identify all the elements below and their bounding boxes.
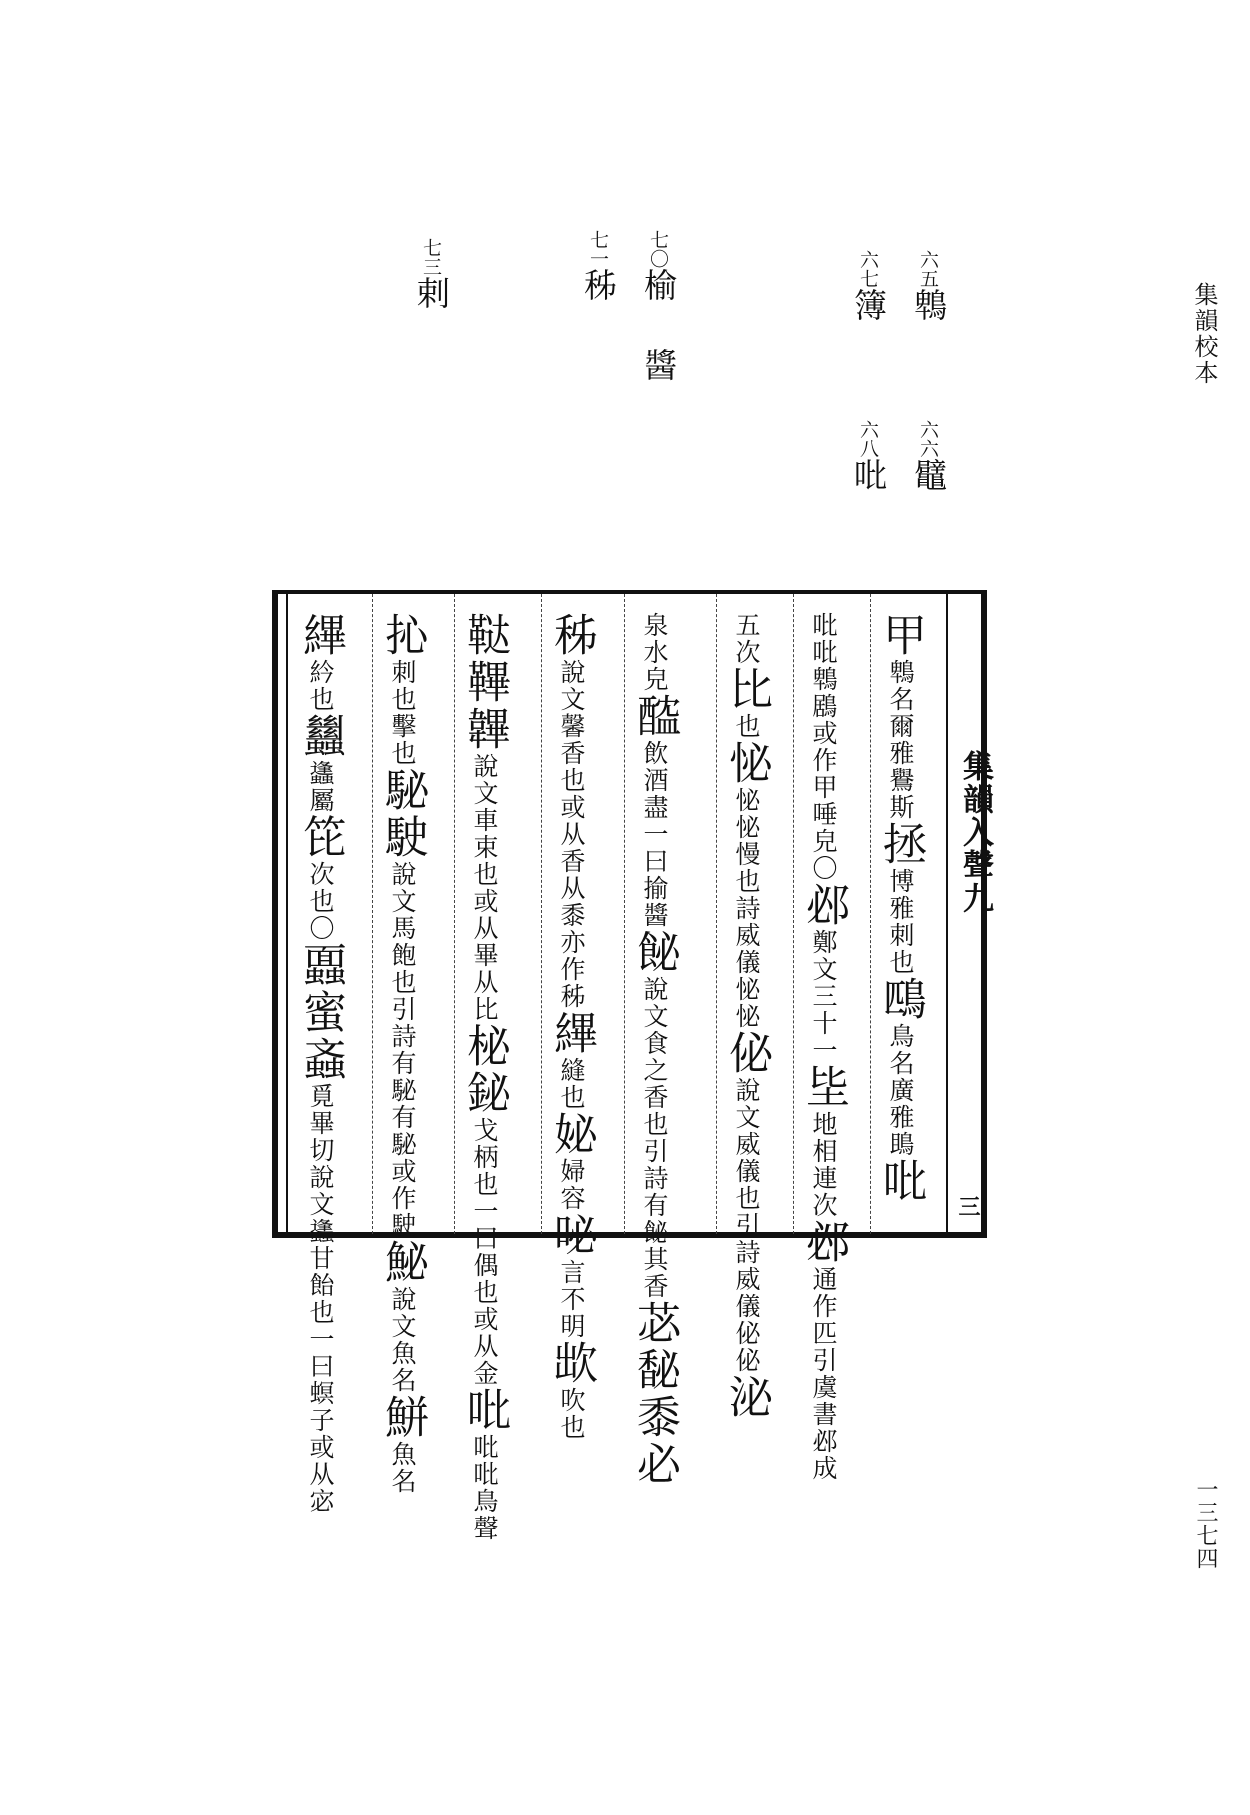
head-character: 縪 (546, 1010, 597, 1057)
page-number: 一三七四 (1193, 1478, 1218, 1570)
annotation-text: 說文車束也或从畢从比 (470, 753, 499, 1023)
head-character: 吡 (875, 1158, 926, 1205)
annotation-text: 博雅刺也 (886, 868, 915, 976)
text-column-3 (721, 612, 772, 1421)
note-number: 六八 (857, 420, 879, 458)
annotation-text: 地相連次 (809, 1111, 838, 1219)
annotation-text: 飲酒盡一曰揄醬 (640, 740, 669, 929)
column-rule (454, 594, 455, 1234)
head-character: 佖 (721, 1030, 772, 1077)
annotation-text: 鄭文三十一 (809, 929, 838, 1064)
head-character: 駜 (377, 767, 428, 814)
note-73 (408, 238, 455, 313)
note-text: 簿 (849, 288, 888, 325)
head-character: 鴄 (875, 976, 926, 1023)
note-text: 鼊 (909, 458, 948, 495)
note-67 (845, 250, 892, 325)
annotation-text: 鳥名廣雅鴡 (886, 1023, 915, 1158)
note-71 (575, 230, 622, 305)
annotation-text: 五次 (732, 612, 761, 666)
head-character: 笓 (295, 814, 346, 861)
head-character: 飶 (629, 929, 680, 976)
note-text: 榆 醬 (639, 268, 678, 385)
annotation-text: 戈柄也一曰偶也或从金 (470, 1117, 499, 1387)
annotation-text: 也 (732, 713, 761, 740)
head-character: 螡 (295, 1036, 346, 1083)
annotation-text: 吹也 (557, 1387, 586, 1441)
column-rule (716, 594, 717, 1234)
banner-folio: 三 (955, 1195, 981, 1217)
head-character: 苾 (629, 1300, 680, 1347)
annotation-text: 怭怭慢也詩威儀怭怭 (732, 787, 761, 1030)
column-rule (372, 594, 373, 1234)
running-title: 集韻校本 (1190, 282, 1218, 386)
note-number: 六七 (857, 250, 879, 288)
annotation-text: 魚名 (388, 1441, 417, 1495)
head-character: 鞸 (459, 659, 510, 706)
annotation-text: 說文威儀也引詩威儀佖佖 (732, 1077, 761, 1374)
annotation-text: 刺也擊也 (388, 659, 417, 767)
annotation-text: 次也〇 (306, 861, 335, 942)
note-70 (635, 230, 682, 385)
note-number: 六六 (917, 420, 939, 458)
text-column-7 (377, 612, 428, 1495)
column-rule (870, 594, 871, 1234)
note-text: 吡 (849, 458, 888, 495)
annotation-text: 泉水皃 (640, 612, 669, 693)
note-number: 七三 (420, 238, 442, 276)
head-character: 欪 (546, 1340, 597, 1387)
head-character: 蠿 (295, 713, 346, 760)
head-character: 邲 (798, 882, 849, 929)
annotation-text: 紟也 (306, 659, 335, 713)
annotation-text: 覓畢切說文蠭甘飴也一曰螟子或从宓 (306, 1083, 335, 1515)
note-text: 剌 (412, 276, 451, 313)
head-character: 甲 (875, 612, 926, 659)
note-text: 秭 (579, 268, 618, 305)
head-character: 鞑 (459, 612, 510, 659)
head-character: 韠 (459, 706, 510, 753)
annotation-text: 通作匹引虞書邲成 (809, 1266, 838, 1482)
annotation-text: 說文馬飽也引詩有駜有駜或作駛 (388, 861, 417, 1239)
head-character: 駛 (377, 814, 428, 861)
head-character: 拯 (875, 821, 926, 868)
head-character: 泌 (721, 1374, 772, 1421)
note-68 (845, 420, 892, 495)
head-character: 鉍 (459, 1070, 510, 1117)
column-rule (624, 594, 625, 1234)
head-character: 怭 (721, 740, 772, 787)
head-character: 馝 (629, 1347, 680, 1394)
note-66 (905, 420, 952, 495)
head-character: 黍必 (629, 1394, 680, 1488)
head-character: 妼 (546, 1111, 597, 1158)
annotation-text: 蠭屬 (306, 760, 335, 814)
head-character: 醓 (629, 693, 680, 740)
head-character: 蠠 (295, 942, 346, 989)
annotation-text: 吡吡鳥聲 (470, 1434, 499, 1542)
annotation-text: 言不明 (557, 1259, 586, 1340)
head-character: 比 (721, 666, 772, 713)
annotation-text: 說文食之香也引詩有飶其香 (640, 976, 669, 1300)
column-rule (541, 594, 542, 1234)
note-number: 六五 (917, 250, 939, 288)
column-rule (793, 594, 794, 1234)
head-character: 鮩 (377, 1394, 428, 1441)
annotation-text: 說文馨香也或从香从黍亦作秭 (557, 659, 586, 1010)
annotation-text: 縫也 (557, 1057, 586, 1111)
annotation-text: 婦容 (557, 1158, 586, 1212)
text-column-6 (459, 612, 510, 1542)
annotation-text: 吡吡鵯鶋或作甲 (809, 612, 838, 801)
head-character: 鮅 (377, 1239, 428, 1286)
text-column-2 (798, 612, 849, 1482)
head-character: 秭 (546, 612, 597, 659)
head-character: 抋 (377, 612, 428, 659)
head-character: 吡 (459, 1387, 510, 1434)
head-character: 邲 (798, 1219, 849, 1266)
note-number: 七一 (587, 230, 609, 268)
note-65 (905, 250, 952, 325)
annotation-text: 鵯名爾雅鸒斯 (886, 659, 915, 821)
head-character: 咇 (546, 1212, 597, 1259)
note-number: 七〇 (647, 230, 669, 268)
text-column-8 (295, 612, 346, 1515)
banner-title: 集韻入聲九 (957, 750, 993, 915)
annotation-text: 唾皃〇 (809, 801, 838, 882)
text-column-5 (546, 612, 597, 1441)
head-character: 蜜 (295, 989, 346, 1036)
text-column-1 (875, 612, 926, 1232)
note-text: 鵯 (909, 288, 948, 325)
head-character: 柲 (459, 1023, 510, 1070)
inner-border-rule (286, 594, 288, 1234)
head-character: 坒 (798, 1064, 849, 1111)
text-column-4 (629, 612, 680, 1488)
head-character: 縪 (295, 612, 346, 659)
annotation-text: 說文魚名 (388, 1286, 417, 1394)
